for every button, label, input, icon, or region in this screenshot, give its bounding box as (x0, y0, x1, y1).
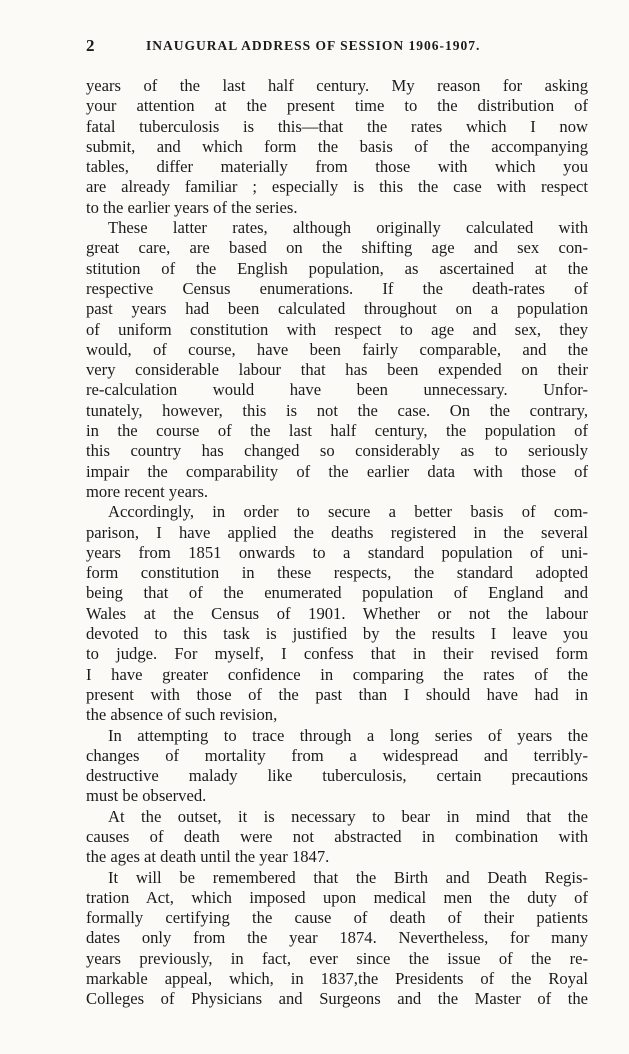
text-line: fatal tuberculosis is this—that the rates which I now (86, 116, 588, 136)
text-line: At the outset, it is necessary to bear in mind that the (108, 806, 588, 826)
text-line: this country has changed so considerably as to seriously (86, 441, 588, 461)
text-line: more recent years. (86, 481, 209, 501)
text-line: In attempting to trace through a long series of years the (108, 725, 588, 745)
text-line: Accordingly, in order to secure a better basis of com- (108, 502, 588, 522)
text-line: the ages at death until the year 1847. (86, 847, 330, 867)
text-line: your attention at the present time to the distribution of (86, 96, 588, 116)
text-line: markable appeal, which, in 1837,the Presidents of the Royal (86, 969, 588, 989)
text-line: tunately, however, this is not the case. On the contrary, (86, 400, 588, 420)
text-line: causes of death were not abstracted in combination with (86, 826, 588, 846)
text-line: in the course of the last half century, the population of (86, 421, 588, 441)
text-line: years of the last half century. My reason for asking (86, 76, 588, 95)
text-line: submit, and which form the basis of the accompanying (86, 136, 588, 156)
text-line: tables, differ materially from those with which you (86, 157, 588, 177)
page-number: 2 (86, 36, 95, 55)
text-line: very considerable labour that has been expended on their (86, 360, 588, 380)
body-text (86, 76, 588, 1010)
text-line: past years had been calculated throughout on a population (86, 299, 588, 319)
text-line: the absence of such revision, (86, 705, 278, 725)
paragraph (86, 502, 588, 725)
paragraph (86, 726, 588, 807)
text-line: would, of course, have been fairly comparable, and the (86, 339, 588, 359)
text-line: changes of mortality from a widespread and terribly- (86, 745, 588, 765)
text-line: Wales at the Census of 1901. Whether or not the labour (86, 603, 588, 623)
text-line: parison, I have applied the deaths registered in the several (86, 522, 588, 542)
text-line: Colleges of Physicians and Surgeons and the Master of the (86, 989, 588, 1009)
text-line: must be observed. (86, 786, 207, 806)
paragraph (86, 218, 588, 502)
text-line: re-calculation would have been unnecessary. Unfor- (86, 380, 588, 400)
text-line: devoted to this task is justified by the results I leave you (86, 624, 588, 644)
text-line: present with those of the past than I should have had in (86, 684, 588, 704)
paragraph (86, 868, 588, 1010)
text-line: I have greater confidence in comparing the rates of the (86, 664, 588, 684)
text-line: being that of the enumerated population of England and (86, 583, 588, 603)
text-line: form constitution in these respects, the standard adopted (86, 563, 588, 583)
text-line: to judge. For myself, I confess that in their revised form (86, 644, 588, 664)
text-line: great care, are based on the shifting age and sex con- (86, 238, 588, 258)
text-line: years from 1851 onwards to a standard population of uni- (86, 542, 588, 562)
text-line: These latter rates, although originally calculated with (108, 218, 588, 238)
paragraph (86, 76, 588, 218)
text-line: respective Census enumerations. If the death-rates of (86, 278, 588, 298)
text-line: destructive malady like tuberculosis, certain precautions (86, 766, 588, 786)
text-line: dates only from the year 1874. Nevertheless, for many (86, 928, 588, 948)
paragraph (86, 807, 588, 868)
page-header (86, 36, 591, 58)
text-line: of uniform constitution with respect to age and sex, they (86, 319, 588, 339)
text-line: formally certifying the cause of death of their patients (86, 908, 588, 928)
running-head: INAUGURAL ADDRESS OF SESSION 1906-1907. (146, 38, 481, 53)
text-line: stitution of the English population, as ascertained at the (86, 258, 588, 278)
text-line: years previously, in fact, ever since the issue of the re- (86, 948, 588, 968)
text-line: impair the comparability of the earlier data with those of (86, 461, 588, 481)
text-line: are already familiar ; especially is this the case with respect (86, 177, 588, 197)
text-line: to the earlier years of the series. (86, 197, 298, 217)
text-line: It will be remembered that the Birth and Death Regis- (108, 867, 588, 887)
text-line: tration Act, which imposed upon medical men the duty of (86, 887, 588, 907)
